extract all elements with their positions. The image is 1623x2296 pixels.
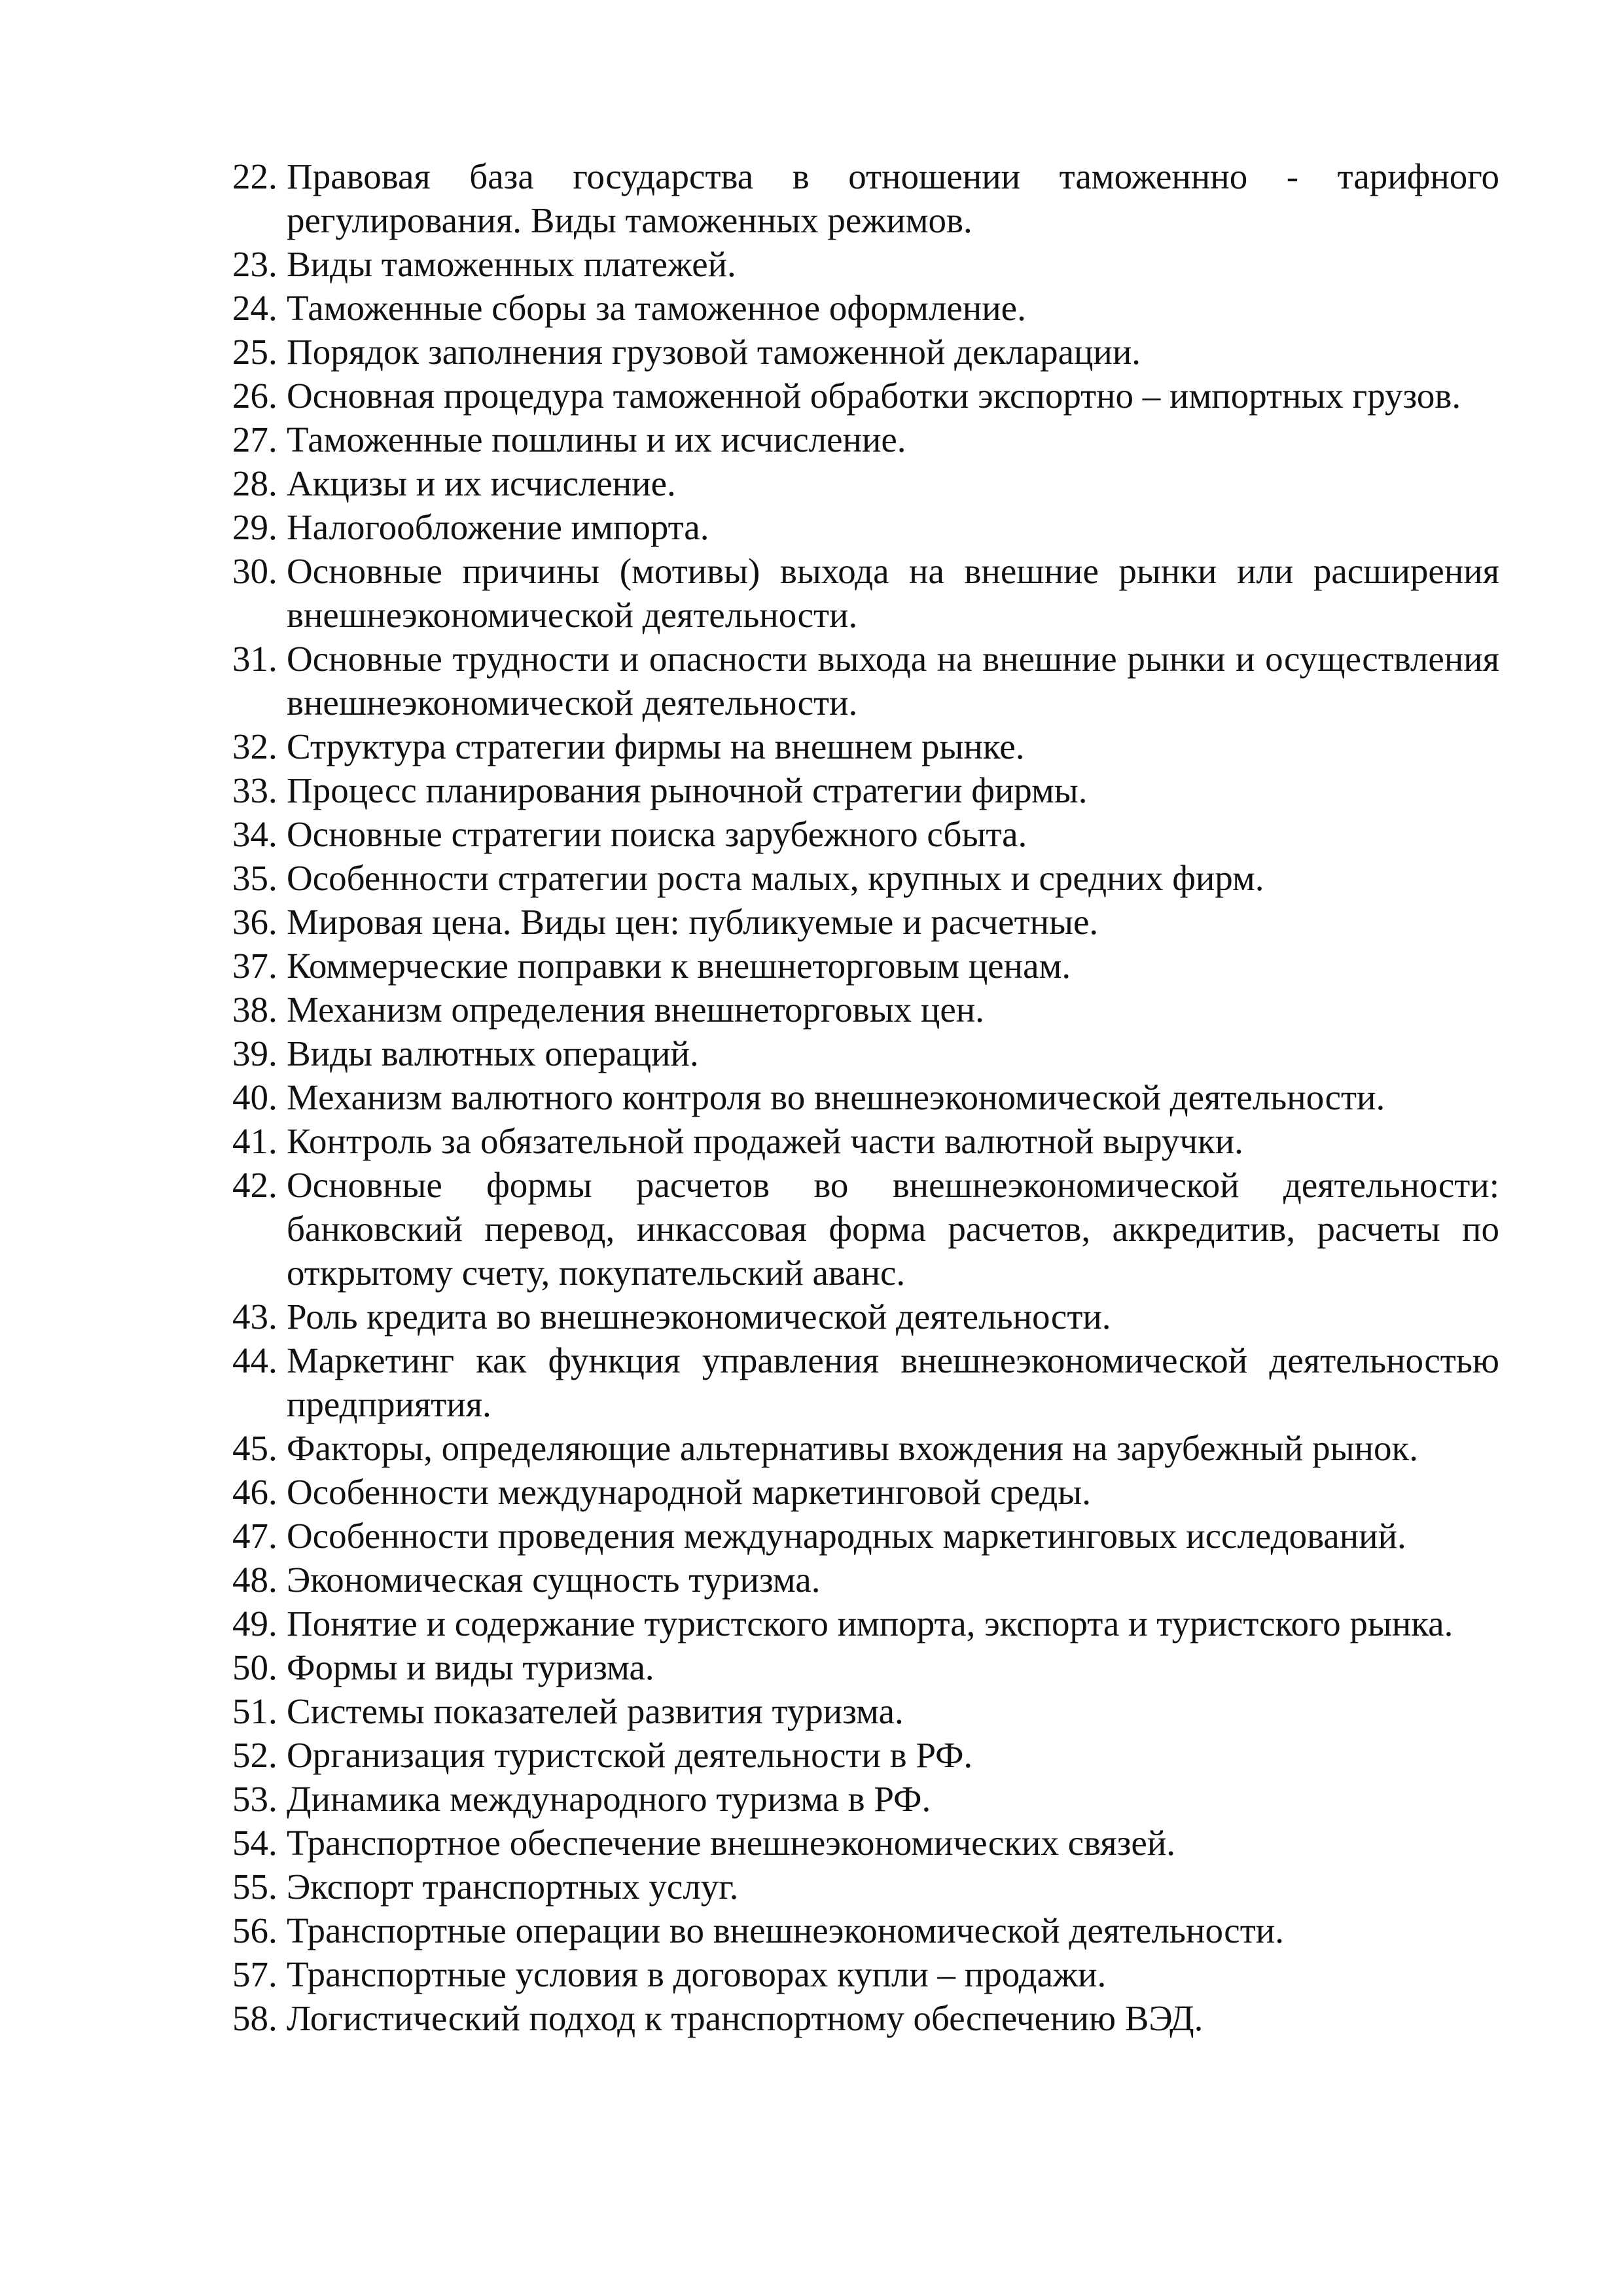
item-number: 36. [232, 902, 277, 942]
list-item [232, 1426, 1499, 1470]
item-number: 26. [232, 376, 277, 416]
item-text: Правовая база государства в отношении таможенннo - тарифного регулирования. Виды таможенных режимов. [287, 156, 1499, 240]
list-item [232, 505, 1499, 549]
item-text: Организация туристской деятельности в РФ. [287, 1735, 973, 1775]
item-text: Особенности проведения международных маркетинговых исследований. [287, 1516, 1406, 1556]
item-text: Основные стратегии поиска зарубежного сбыта. [287, 814, 1027, 854]
item-number: 56. [232, 1910, 277, 1950]
list-item [232, 856, 1499, 900]
item-number: 48. [232, 1560, 277, 1600]
item-number: 22. [232, 156, 277, 196]
item-number: 27. [232, 420, 277, 459]
item-number: 55. [232, 1867, 277, 1907]
item-text: Акцизы и их исчисление. [287, 463, 676, 503]
item-text: Таможенные пошлины и их исчисление. [287, 420, 906, 459]
list-item [232, 1865, 1499, 1909]
list-item [232, 1952, 1499, 1996]
item-number: 35. [232, 858, 277, 898]
item-number: 33. [232, 770, 277, 810]
list-item [232, 812, 1499, 856]
item-text: Особенности международной маркетинговой среды. [287, 1472, 1091, 1512]
list-item [232, 768, 1499, 812]
list-item [232, 1996, 1499, 2040]
item-number: 51. [232, 1691, 277, 1731]
list-item [232, 242, 1499, 286]
item-number: 58. [232, 1998, 277, 2038]
list-item [232, 944, 1499, 988]
list-item [232, 1295, 1499, 1338]
item-number: 43. [232, 1297, 277, 1336]
item-number: 31. [232, 639, 277, 679]
item-number: 38. [232, 990, 277, 1030]
item-text: Экспорт транспортных услуг. [287, 1867, 739, 1907]
list-item [232, 1470, 1499, 1514]
item-text: Роль кредита во внешнеэкономической деятельности. [287, 1297, 1111, 1336]
item-number: 37. [232, 946, 277, 986]
list-item [232, 1514, 1499, 1558]
list-item [232, 1075, 1499, 1119]
list-item [232, 725, 1499, 768]
item-number: 34. [232, 814, 277, 854]
item-number: 50. [232, 1647, 277, 1687]
item-number: 25. [232, 332, 277, 372]
item-text: Коммерческие поправки к внешнеторговым ценам. [287, 946, 1071, 986]
item-number: 24. [232, 288, 277, 328]
list-item [232, 1602, 1499, 1645]
list-item [232, 1689, 1499, 1733]
item-text: Процесс планирования рыночной стратегии фирмы. [287, 770, 1088, 810]
item-number: 40. [232, 1077, 277, 1117]
list-item [232, 1031, 1499, 1075]
item-text: Формы и виды туризма. [287, 1647, 654, 1687]
item-number: 30. [232, 551, 277, 591]
list-item [232, 374, 1499, 418]
list-item [232, 1338, 1499, 1426]
list-item [232, 330, 1499, 374]
item-text: Транспортное обеспечение внешнеэкономических связей. [287, 1823, 1176, 1863]
item-text: Транспортные операции во внешнеэкономической деятельности. [287, 1910, 1284, 1950]
list-item [232, 1777, 1499, 1821]
item-text: Таможенные сборы за таможенное оформление. [287, 288, 1026, 328]
item-text: Факторы, определяющие альтернативы вхождения на зарубежный рынок. [287, 1428, 1418, 1468]
item-text: Порядок заполнения грузовой таможенной декларации. [287, 332, 1141, 372]
item-text: Виды таможенных платежей. [287, 244, 736, 284]
item-text: Основная процедура таможенной обработки экспортно – импортных грузов. [287, 376, 1461, 416]
question-list [232, 154, 1499, 2040]
list-item [232, 549, 1499, 637]
list-item [232, 1163, 1499, 1295]
item-text: Мировая цена. Виды цен: публикуемые и расчетные. [287, 902, 1099, 942]
item-number: 39. [232, 1033, 277, 1073]
item-text: Основные формы расчетов во внешнеэкономической деятельности: банковский перевод, инкассовая форма расчетов, аккредитив, расчеты по открытому счету, покупательский аванс. [287, 1165, 1499, 1293]
list-item [232, 1821, 1499, 1865]
item-text: Контроль за обязательной продажей части валютной выручки. [287, 1121, 1243, 1161]
list-item [232, 1733, 1499, 1777]
item-text: Особенности стратегии роста малых, крупных и средних фирм. [287, 858, 1264, 898]
item-number: 52. [232, 1735, 277, 1775]
item-number: 41. [232, 1121, 277, 1161]
item-number: 44. [232, 1340, 277, 1380]
list-item [232, 418, 1499, 461]
item-text: Механизм валютного контроля во внешнеэкономической деятельности. [287, 1077, 1385, 1117]
item-number: 53. [232, 1779, 277, 1819]
list-item [232, 1909, 1499, 1952]
item-text: Экономическая сущность туризма. [287, 1560, 821, 1600]
item-text: Маркетинг как функция управления внешнеэкономической деятельностью предприятия. [287, 1340, 1499, 1424]
list-item [232, 1645, 1499, 1689]
item-text: Структура стратегии фирмы на внешнем рынке. [287, 726, 1025, 766]
item-text: Понятие и содержание туристского импорта, экспорта и туристского рынка. [287, 1604, 1454, 1643]
item-number: 54. [232, 1823, 277, 1863]
item-number: 32. [232, 726, 277, 766]
item-text: Налогообложение импорта. [287, 507, 709, 547]
list-item [232, 988, 1499, 1031]
item-number: 23. [232, 244, 277, 284]
item-text: Системы показателей развития туризма. [287, 1691, 904, 1731]
item-number: 47. [232, 1516, 277, 1556]
item-number: 57. [232, 1954, 277, 1994]
item-number: 42. [232, 1165, 277, 1205]
item-number: 46. [232, 1472, 277, 1512]
item-number: 45. [232, 1428, 277, 1468]
item-text: Виды валютных операций. [287, 1033, 699, 1073]
list-item [232, 1558, 1499, 1602]
item-number: 29. [232, 507, 277, 547]
list-item [232, 900, 1499, 944]
list-item [232, 286, 1499, 330]
item-text: Логистический подход к транспортному обеспечению ВЭД. [287, 1998, 1204, 2038]
item-number: 49. [232, 1604, 277, 1643]
item-text: Основные причины (мотивы) выхода на внешние рынки или расширения внешнеэкономической деятельности. [287, 551, 1499, 635]
list-item [232, 154, 1499, 242]
item-text: Механизм определения внешнеторговых цен. [287, 990, 984, 1030]
item-number: 28. [232, 463, 277, 503]
list-item [232, 461, 1499, 505]
item-text: Основные трудности и опасности выхода на внешние рынки и осуществления внешнеэкономической деятельности. [287, 639, 1499, 723]
item-text: Динамика международного туризма в РФ. [287, 1779, 931, 1819]
list-item [232, 637, 1499, 725]
list-item [232, 1119, 1499, 1163]
item-text: Транспортные условия в договорах купли – продажи. [287, 1954, 1107, 1994]
